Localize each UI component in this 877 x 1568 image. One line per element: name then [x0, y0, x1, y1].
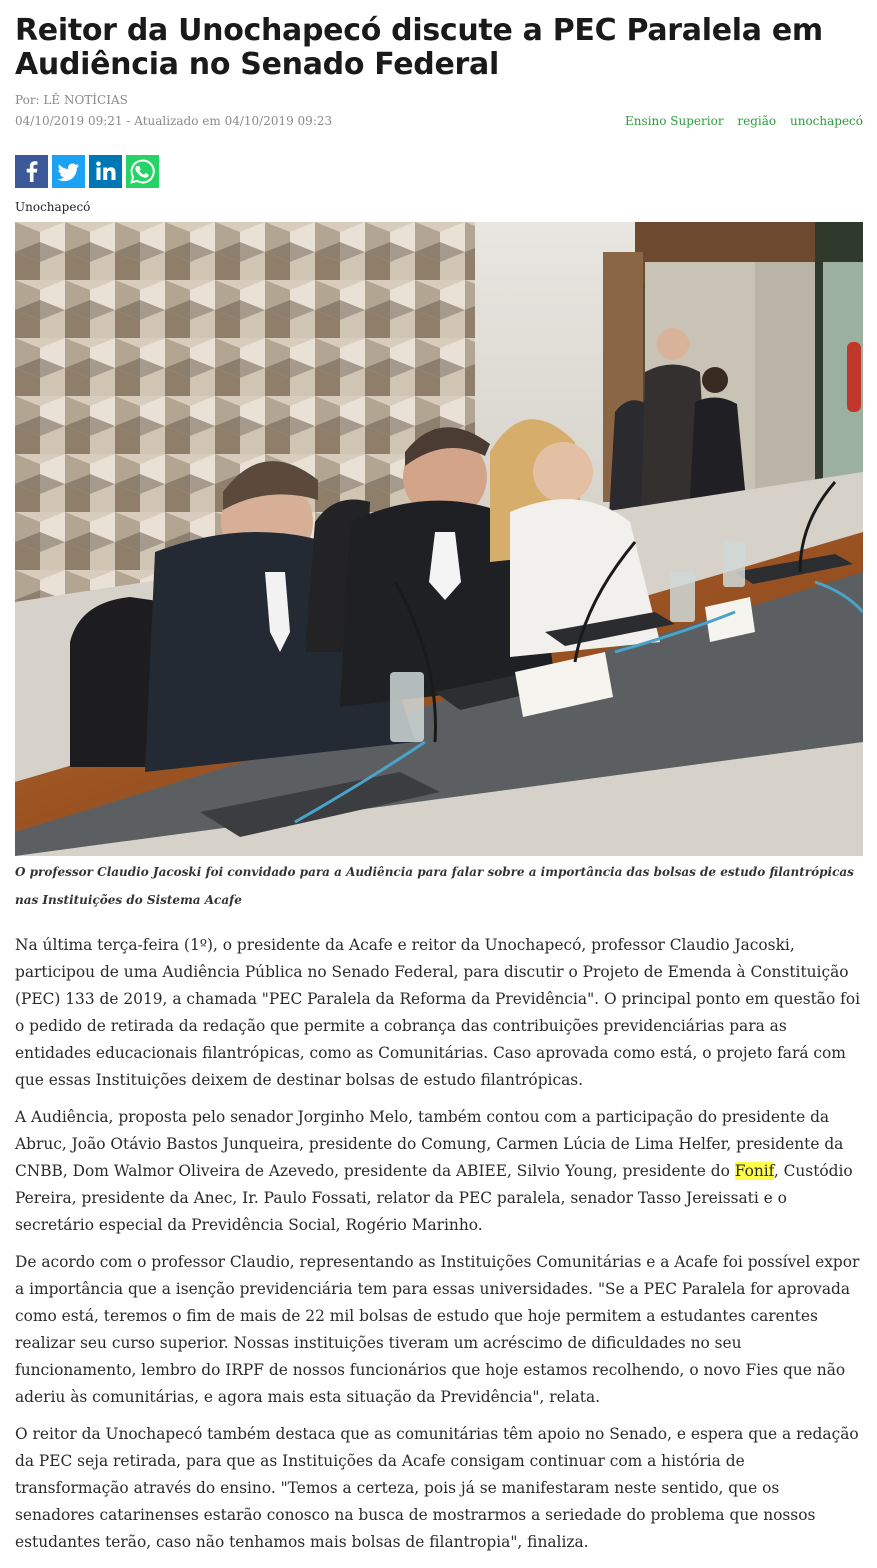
- article-photo: [15, 222, 863, 856]
- article-author: Por: LÊ NOTÍCIAS: [15, 93, 128, 107]
- article-dates: 04/10/2019 09:21 - Atualizado em 04/10/2019 09:23: [15, 114, 333, 128]
- share-bar: [15, 155, 159, 188]
- article-title: Reitor da Unochapecó discute a PEC Paralela em Audiência no Senado Federal: [15, 13, 823, 82]
- paragraph-3: De acordo com o professor Claudio, representando as Instituições Comunitárias e a Acafe foi possível expor a importância que a isenção previdenciária tem para essas universidades. "Se a PEC Paralela for aprovada como está, teremos o fim de mais de 22 mil bolsas de estudo que hoje permitem a estudantes carentes realizar seu curso superior. Nossas instituições tiveram um acréscimo de dificuldades no seu funcionamento, lembro do IRPF de nossos funcionários que hoje estamos recolhendo, o novo Fies que não aderiu às comunitárias, e agora mais esta situação da Previdência", relata.: [15, 1253, 860, 1406]
- tag-regiao[interactable]: região: [737, 114, 777, 128]
- senate-hearing-photo: [15, 222, 863, 856]
- paragraph-4: O reitor da Unochapecó também destaca que as comunitárias têm apoio no Senado, e espera que a redação da PEC seja retirada, para que as Instituições da Acafe consigam continuar com a história de transformação através do ensino. "Temos a certeza, pois já se manifestaram neste sentido, que os senadores catarinenses estarão conosco na busca de mostrarmos a seriedade do problema que nossos estudantes terão, caso não tenhamos mais bolsas de filantropia", finaliza.: [15, 1425, 859, 1551]
- paragraph-2: [15, 1104, 863, 1239]
- tag-list: [615, 114, 863, 128]
- facebook-icon[interactable]: [15, 155, 48, 188]
- linkedin-icon[interactable]: [89, 155, 122, 188]
- paragraph-2-start: A Audiência, proposta pelo senador Jorginho Melo, também contou com a participação do presidente da Abruc, João Otávio Bastos Junqueira, presidente do Comung, Carmen Lúcia de Lima Helfer, presidente da CNBB, Dom Walmor Oliveira de Azevedo, presidente da ABIEE, Silvio Young, presidente do: [15, 1108, 844, 1180]
- paragraph-1: Na última terça-feira (1º), o presidente da Acafe e reitor da Unochapecó, professor Claudio Jacoski, participou de uma Audiência Pública no Senado Federal, para discutir o Projeto de Emenda à Constituição (PEC) 133 de 2019, a chamada "PEC Paralela da Reforma da Previdência". O principal ponto em questão foi o pedido de retirada da redação que permite a cobrança das contribuições previdenciárias para as entidades educacionais filantrópicas, como as Comunitárias. Caso aprovada como está, o projeto fará com que essas Instituições deixem de destinar bolsas de estudo filantrópicas.: [15, 936, 861, 1089]
- tag-unochapeco[interactable]: unochapecó: [789, 114, 863, 128]
- photo-credit: Unochapecó: [15, 200, 91, 214]
- whatsapp-icon[interactable]: [126, 155, 159, 188]
- photo-caption: O professor Claudio Jacoski foi convidado para a Audiência para falar sobre a importância das bolsas de estudo filantrópicas nas Instituições do Sistema Acafe: [15, 865, 854, 907]
- highlighted-term: Fonif: [734, 1162, 774, 1180]
- twitter-icon[interactable]: [52, 155, 85, 188]
- tag-ensino-superior[interactable]: Ensino Superior: [625, 114, 724, 128]
- paragraph-2-end: , Custódio Pereira, presidente da Anec, Ir. Paulo Fossati, relator da PEC paralela, senador Tasso Jereissati e o secretário especial da Previdência Social, Rogério Marinho.: [15, 1162, 853, 1234]
- article-body: [15, 932, 863, 1566]
